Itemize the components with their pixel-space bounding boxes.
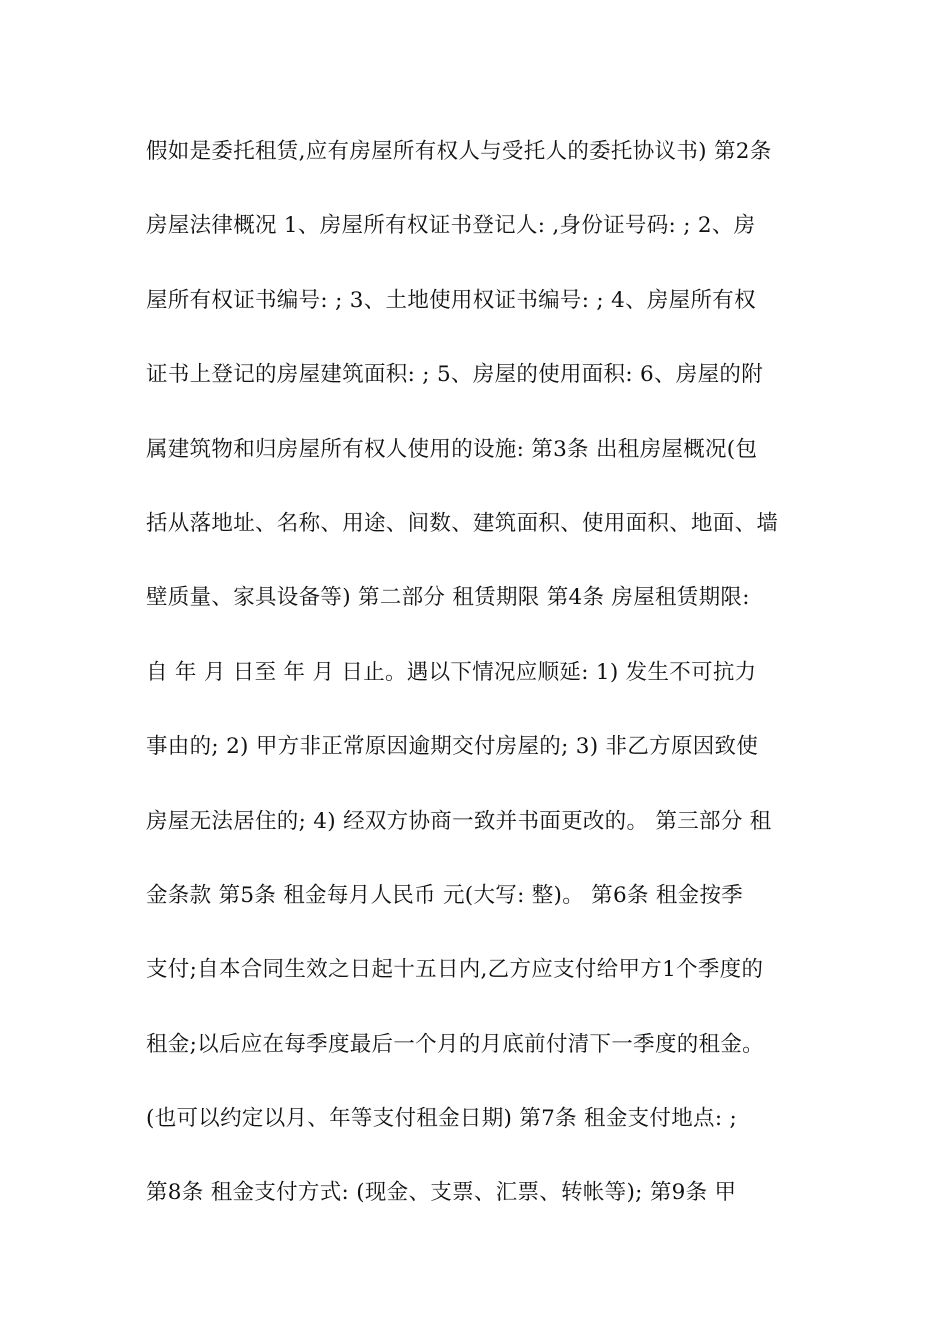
- text-line: 租金;以后应在每季度最后一个月的月底前付清下一季度的租金。: [146, 1031, 764, 1057]
- text-line: 证书上登记的房屋建筑面积: ; 5、房屋的使用面积: 6、房屋的附: [146, 362, 763, 388]
- text-line: 自 年 月 日至 年 月 日止。遇以下情况应顺延: 1) 发生不可抗力: [146, 659, 757, 685]
- text-line: (也可以约定以月、年等支付租金日期) 第7条 租金支付地点: ;: [146, 1106, 738, 1132]
- document-body: [146, 132, 806, 1248]
- text-line: 事由的; 2) 甲方非正常原因逾期交付房屋的; 3) 非乙方原因致使: [146, 734, 759, 760]
- text-line: 括从落地址、名称、用途、间数、建筑面积、使用面积、地面、墙: [146, 510, 779, 536]
- text-line: 第8条 租金支付方式: (现金、支票、汇票、转帐等); 第9条 甲: [146, 1180, 737, 1206]
- text-line: 房屋无法居住的; 4) 经双方协商一致并书面更改的。 第三部分 租: [146, 808, 772, 834]
- text-line: 属建筑物和归房屋所有权人使用的设施: 第3条 出租房屋概况(包: [146, 436, 758, 462]
- text-line: 房屋法律概况 1、房屋所有权证书登记人: ,身份证号码: ; 2、房: [146, 213, 756, 239]
- text-line: 金条款 第5条 租金每月人民币 元(大写: 整)。 第6条 租金按季: [146, 882, 744, 908]
- text-line: 支付;自本合同生效之日起十五日内,乙方应支付给甲方1个季度的: [146, 957, 764, 983]
- text-line: 假如是委托租赁,应有房屋所有权人与受托人的委托协议书) 第2条: [146, 139, 772, 164]
- text-line: 屋所有权证书编号: ; 3、土地使用权证书编号: ; 4、房屋所有权: [146, 287, 756, 313]
- text-line: 壁质量、家具设备等) 第二部分 租赁期限 第4条 房屋租赁期限:: [146, 585, 750, 611]
